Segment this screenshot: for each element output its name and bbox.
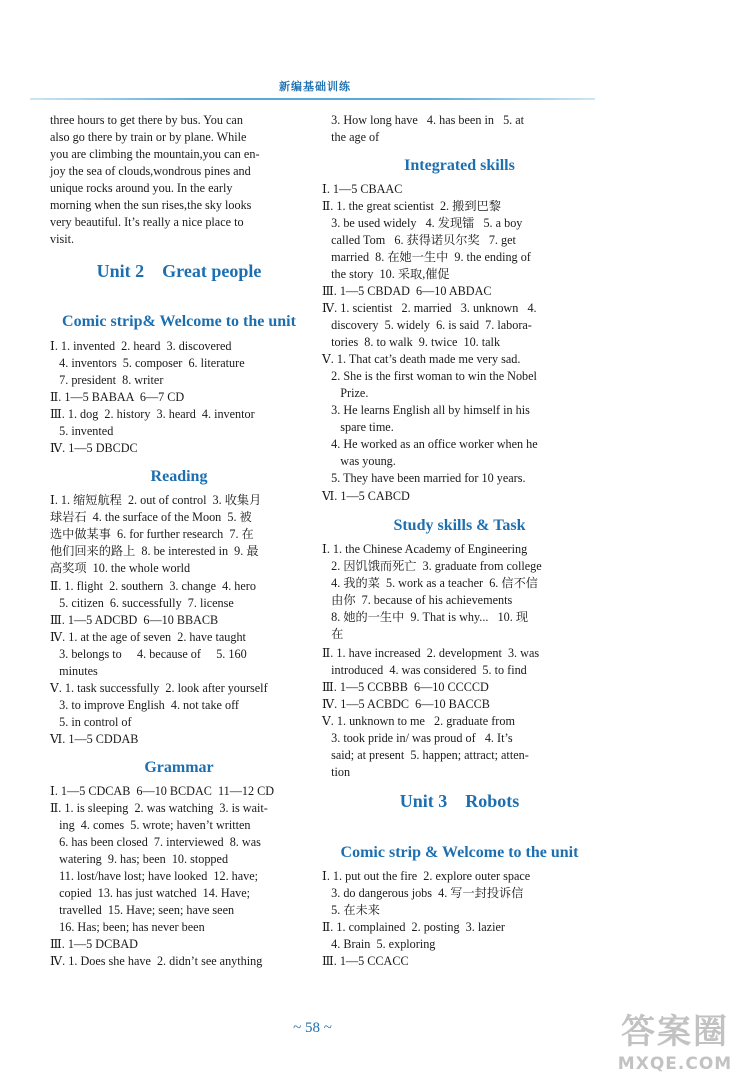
answer-line: 3. He learns English all by himself in his [322, 403, 530, 417]
section-heading: Reading [150, 468, 208, 485]
answer-line: Ⅴ. 1. unknown to me 2. graduate from [322, 714, 515, 728]
answer-line: very beautiful. It’s really a nice place to [50, 215, 244, 229]
answer-line: spare time. [322, 420, 394, 434]
answer-line: 选中做某事 6. for further research 7. 在 [50, 527, 254, 541]
answer-line: Ⅱ. 1. is sleeping 2. was watching 3. is wait- [50, 801, 268, 815]
watermark-site: MXQE.COM [617, 1054, 733, 1074]
answer-line: 2. 因饥饿而死亡 3. graduate from college [322, 559, 542, 573]
answer-line: 7. president 8. writer [50, 373, 164, 387]
answer-line: Ⅰ. 1. put out the fire 2. explore outer space [322, 869, 531, 883]
answer-line: Ⅳ. 1. at the age of seven 2. have taught [50, 630, 246, 644]
answer-line: Ⅰ. 1. the Chinese Academy of Engineering [322, 542, 528, 556]
section-heading: Study skills & Task [393, 517, 526, 534]
unit-title: Unit 3 Robots [399, 791, 520, 811]
answer-line: you are climbing the mountain,you can en- [50, 147, 260, 161]
answer-line: Ⅳ. 1. scientist 2. married 3. unknown 4. [322, 301, 537, 315]
answer-line: travelled 15. Have; seen; have seen [50, 903, 235, 917]
answer-line: 3. be used widely 4. 发现镭 5. a boy [322, 216, 523, 230]
answer-line: tion [322, 765, 351, 779]
answer-line: Ⅰ. 1—5 CDCAB 6—10 BCDAC 11—12 CD [50, 784, 275, 798]
answer-line: copied 13. has just watched 14. Have; [50, 886, 251, 900]
section-heading: Integrated skills [404, 157, 515, 174]
section-heading: Comic strip & Welcome to the unit [340, 844, 579, 861]
answer-line: joy the sea of clouds,wondrous pines and [50, 164, 251, 178]
answer-line: Ⅰ. 1. invented 2. heard 3. discovered [50, 339, 232, 353]
answer-line: married 8. 在她一生中 9. the ending of [322, 250, 531, 264]
answer-line: discovery 5. widely 6. is said 7. labora- [322, 318, 532, 332]
answer-line: Ⅱ. 1. flight 2. southern 3. change 4. hero [50, 579, 256, 593]
answer-line: Ⅴ. 1. That cat’s death made me very sad. [322, 352, 521, 366]
answer-line: 11. lost/have lost; have looked 12. have; [50, 869, 259, 883]
answer-line: introduced 4. was considered 5. to find [322, 663, 527, 677]
answer-line: Ⅲ. 1—5 DCBAD [50, 937, 138, 951]
answer-line: Ⅲ. 1. dog 2. history 3. heard 4. inventor [50, 407, 255, 421]
answer-line: 3. took pride in/ was proud of 4. It’s [322, 731, 513, 745]
answer-line: the story 10. 采取,催促 [322, 267, 450, 281]
answer-line: Ⅳ. 1. Does she have 2. didn’t see anything [50, 954, 263, 968]
answer-line: 由你 7. because of his achievements [322, 593, 513, 607]
header-rule [30, 98, 595, 100]
answer-line: tories 8. to walk 9. twice 10. talk [322, 335, 501, 349]
answer-line: 6. has been closed 7. interviewed 8. was [50, 835, 261, 849]
answer-line: 5. invented [50, 424, 114, 438]
watermark-logo [600, 1010, 750, 1088]
answer-line: said; at present 5. happen; attract; atten- [322, 748, 529, 762]
answer-line: Ⅳ. 1—5 DBCDC [50, 441, 138, 455]
answer-line: 5. in control of [50, 715, 132, 729]
answer-line: Ⅲ. 1—5 CCBBB 6—10 CCCCD [322, 680, 489, 694]
answer-line: 3. How long have 4. has been in 5. at [322, 113, 525, 127]
answer-line: 4. 我的菜 5. work as a teacher 6. 信不信 [322, 576, 538, 590]
answer-line: 3. belongs to 4. because of 5. 160 [50, 647, 247, 661]
answer-line: 3. to improve English 4. not take off [50, 698, 239, 712]
answer-line: Ⅱ. 1—5 BABAA 6—7 CD [50, 390, 185, 404]
answer-line: called Tom 6. 获得诺贝尔奖 7. get [322, 233, 516, 247]
answer-line: 球岩石 4. the surface of the Moon 5. 被 [50, 510, 252, 524]
answer-line: Ⅵ. 1—5 CDDAB [50, 732, 139, 746]
answer-line: three hours to get there by bus. You can [50, 113, 243, 127]
watermark-text: 答案圈 [621, 1012, 729, 1052]
answer-line: Ⅲ. 1—5 CBDAD 6—10 ABDAC [322, 284, 492, 298]
answer-line: 4. inventors 5. composer 6. literature [50, 356, 245, 370]
answer-line: 4. Brain 5. exploring [322, 937, 436, 951]
answer-line: the age of [322, 130, 380, 144]
answer-line: Ⅱ. 1. have increased 2. development 3. was [322, 646, 540, 660]
answer-line: Ⅳ. 1—5 ACBDC 6—10 BACCB [322, 697, 490, 711]
answer-line: was young. [322, 454, 396, 468]
answer-line: watering 9. has; been 10. stopped [50, 852, 229, 866]
answer-line: 4. He worked as an office worker when he [322, 437, 538, 451]
answer-line: Ⅰ. 1. 缩短航程 2. out of control 3. 收集月 [50, 493, 262, 507]
header-title: 新编基础训练 [279, 80, 351, 93]
answer-line: 3. do dangerous jobs 4. 写一封投诉信 [322, 886, 524, 900]
answer-line: Ⅱ. 1. complained 2. posting 3. lazier [322, 920, 505, 934]
answer-line: also go there by train or by plane. While [50, 130, 247, 144]
answer-line: 16. Has; been; has never been [50, 920, 205, 934]
answer-line: 2. She is the first woman to win the Nobel [322, 369, 537, 383]
section-heading: Comic strip& Welcome to the unit [62, 313, 296, 330]
answer-line: morning when the sun rises,the sky looks [50, 198, 252, 212]
answer-line: 高奖项 10. the whole world [50, 561, 191, 575]
answer-line: Prize. [322, 386, 369, 400]
answer-line: ing 4. comes 5. wrote; haven’t written [50, 818, 251, 832]
answer-line: minutes [50, 664, 98, 678]
answer-line: Ⅵ. 1—5 CABCD [322, 489, 410, 503]
answer-line: 8. 她的一生中 9. That is why... 10. 现 [322, 610, 529, 624]
answer-line: Ⅱ. 1. the great scientist 2. 搬到巴黎 [322, 199, 501, 213]
answer-line: 5. citizen 6. successfully 7. license [50, 596, 234, 610]
answer-line: 在 [322, 627, 344, 641]
answer-line: Ⅴ. 1. task successfully 2. look after yourself [50, 681, 268, 695]
answer-line: 5. They have been married for 10 years. [322, 471, 526, 485]
answer-line: Ⅰ. 1—5 CBAAC [322, 182, 403, 196]
answer-line: Ⅲ. 1—5 ADCBD 6—10 BBACB [50, 613, 219, 627]
unit-title: Unit 2 Great people [96, 261, 262, 281]
answer-line: visit. [50, 232, 75, 246]
section-heading: Grammar [144, 759, 214, 776]
answer-line: 5. 在未来 [322, 903, 380, 917]
answer-line: unique rocks around you. In the early [50, 181, 233, 195]
answer-line: 他们回来的路上 8. be interested in 9. 最 [50, 544, 259, 558]
page-number: ~ 58 ~ [293, 1020, 332, 1036]
answer-line: Ⅲ. 1—5 CCACC [322, 954, 409, 968]
